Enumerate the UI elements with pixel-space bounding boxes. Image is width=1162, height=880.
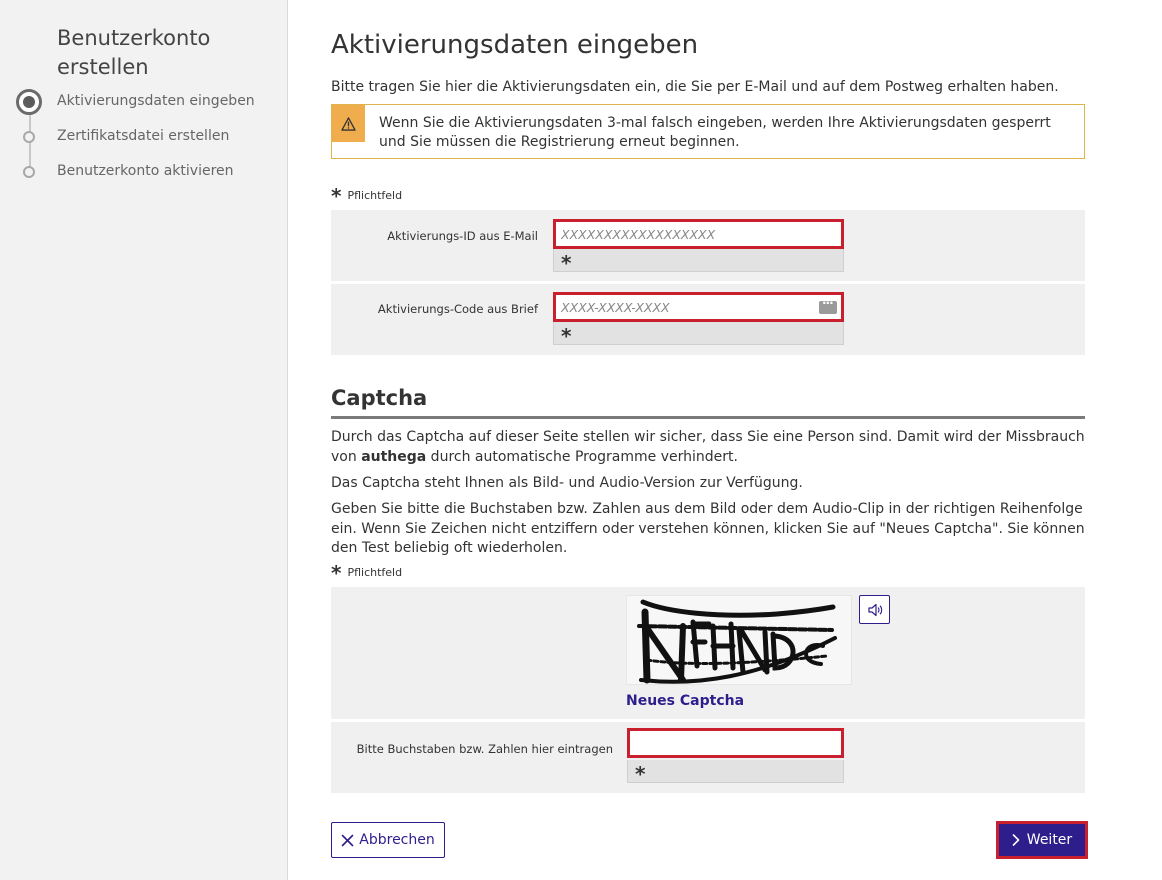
- sidebar: [0, 0, 288, 880]
- warning-icon: [332, 105, 365, 142]
- captcha-field-wrapper: [627, 728, 844, 758]
- step-label: Aktivierungsdaten eingeben: [57, 93, 255, 109]
- next-button[interactable]: [996, 821, 1088, 859]
- captcha-paragraph-3: Geben Sie bitte die Buchstaben bzw. Zahlen aus dem Bild oder dem Audio-Clip in der richtigen Reihenfolge ein. Wenn Sie Zeichen nicht entziffern oder verstehen können, klicken Sie auf "Neues Captcha". Sie können den Test beliebig oft wiederholen.: [331, 501, 1085, 556]
- captcha-section-title: Captcha: [331, 386, 428, 410]
- required-indicator: [553, 322, 844, 348]
- captcha-paragraph-1: Durch das Captcha auf dieser Seite stellen wir sicher, dass Sie eine Person sind. Damit wird der Missbrauch von authega durch automatische Programme verhindert.: [331, 429, 1085, 465]
- intro-text: Bitte tragen Sie hier die Aktivierungsdaten ein, die Sie per E-Mail und auf dem Postweg erhalten haben.: [331, 79, 1059, 95]
- new-captcha-link[interactable]: Neues Captcha: [626, 693, 745, 709]
- step-pending-icon: [23, 131, 35, 143]
- step-item-activate-account: [0, 160, 288, 184]
- required-indicator: [553, 249, 844, 275]
- captcha-image: [626, 595, 852, 685]
- step-item-activation-data: [0, 90, 288, 114]
- activation-id-label: Aktivierungs-ID aus E-Mail: [387, 229, 538, 243]
- activation-code-input[interactable]: [556, 295, 841, 319]
- password-manager-icon[interactable]: [819, 301, 837, 314]
- step-label: Zertifikatsdatei erstellen: [57, 128, 230, 144]
- required-legend-text: Pflichtfeld: [347, 189, 403, 202]
- captcha-paragraph-2: Das Captcha steht Ihnen als Bild- und Audio-Version zur Verfügung.: [331, 475, 803, 491]
- required-legend: [331, 560, 403, 585]
- activation-id-input[interactable]: [556, 222, 841, 246]
- activation-id-row: [331, 210, 1085, 281]
- page-title: Aktivierungsdaten eingeben: [331, 30, 699, 60]
- warning-text: Wenn Sie die Aktivierungsdaten 3-mal falsch eingeben, werden Ihre Aktivierungsdaten gesperrt und Sie müssen die Registrierung erneut beginnen.: [379, 115, 1051, 150]
- captcha-input-label: Bitte Buchstaben bzw. Zahlen hier eintragen: [356, 742, 613, 756]
- activation-id-field-wrapper: [553, 219, 844, 249]
- required-legend: [331, 183, 403, 208]
- required-star-icon: *: [331, 560, 342, 585]
- captcha-image-row: [331, 587, 1085, 719]
- next-button-label: Weiter: [1026, 832, 1073, 848]
- brand-name: authega: [361, 448, 427, 465]
- required-star-icon: *: [561, 251, 572, 275]
- sidebar-title-line-1: Benutzerkonto: [57, 26, 211, 50]
- required-indicator: [627, 760, 844, 786]
- close-icon: [341, 834, 354, 847]
- activation-code-row: [331, 284, 1085, 355]
- required-star-icon: *: [561, 324, 572, 348]
- step-item-certificate-file: [0, 125, 288, 149]
- captcha-audio-button[interactable]: [859, 595, 890, 624]
- speaker-icon: [867, 603, 883, 617]
- section-divider: [331, 416, 1085, 419]
- required-legend-text: Pflichtfeld: [347, 566, 403, 579]
- cancel-button[interactable]: [331, 822, 445, 858]
- step-label: Benutzerkonto aktivieren: [57, 163, 234, 179]
- activation-code-label: Aktivierungs-Code aus Brief: [377, 302, 538, 316]
- chevron-right-icon: [1012, 834, 1020, 846]
- activation-code-field-wrapper: [553, 292, 844, 322]
- warning-box: [331, 104, 1085, 159]
- required-star-icon: *: [635, 762, 646, 786]
- captcha-input-row: [331, 722, 1085, 793]
- step-active-icon: [16, 89, 42, 115]
- captcha-input[interactable]: [630, 731, 841, 755]
- cancel-button-label: Abbrechen: [359, 832, 435, 848]
- sidebar-title: [57, 24, 210, 82]
- sidebar-title-line-2: erstellen: [57, 55, 149, 79]
- required-star-icon: *: [331, 183, 342, 208]
- step-pending-icon: [23, 166, 35, 178]
